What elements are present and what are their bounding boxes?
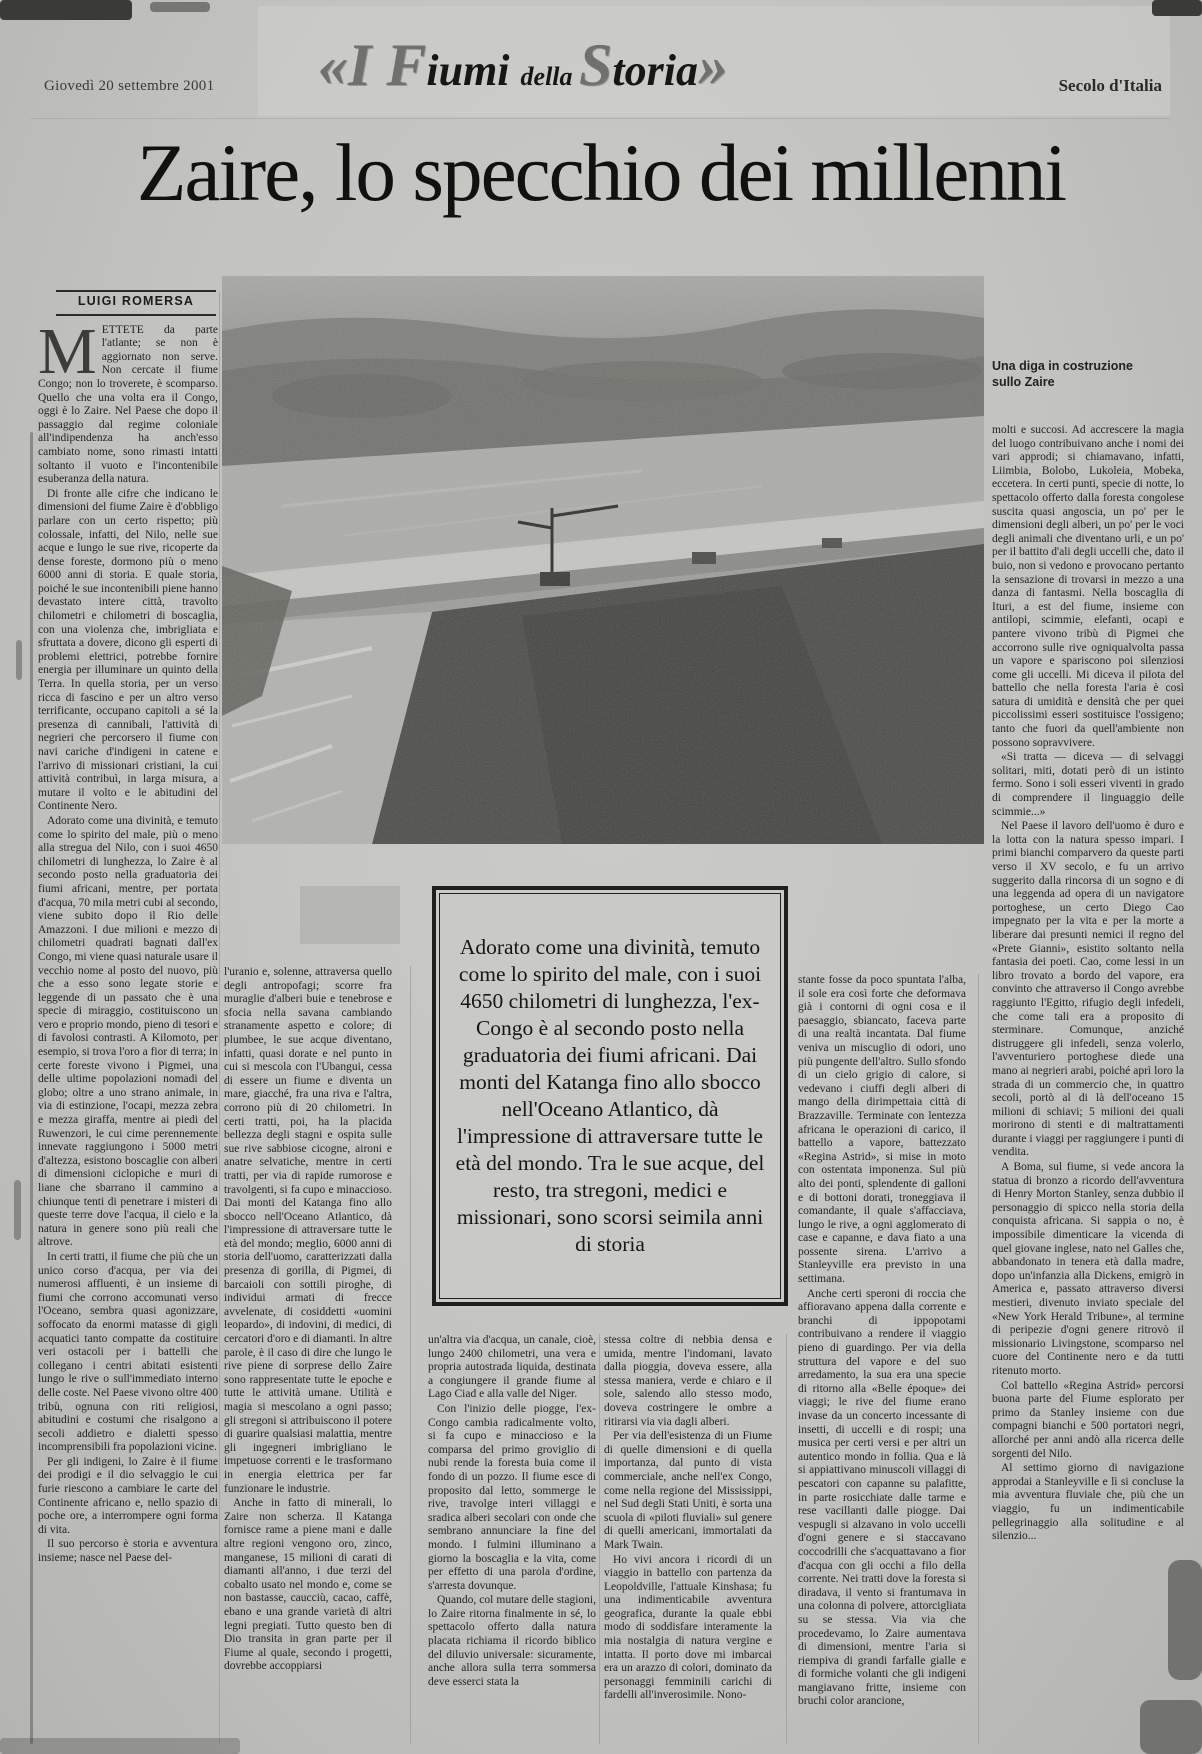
paragraph: l'uranio e, solenne, attraversa quello degli antropofagi; scorre fra muraglie d'alberi buie e tenebrose e sfocia nella savana cambiando stranamente aspetto e colore; di plumbee, le sue acque diventano, infatti, quasi dorate e nel punto in cui si mescola con l'Ubangui, cessa di essere un fiume e diventa un mare, giacché, fra una riva e l'altra, corrono più di 20 chilometri. In certi tratti, poi, ha la placida bellezza degli stagni e ospita sulle sue rive sabbiose cicogne, aironi e anatre selvatiche, mentre in certi tratti, per via di rapide rumorose e travolgenti, si fa cupo e minaccioso. Dai monti del Katanga fino allo sbocco nell'Oceano Atlantico, dà l'impressione di attraversare tutte le età del mondo; meglio, 6000 anni di storia dell'uomo, caratterizzati dalla presenza di gorilla, di Pigmei, di barcaioli con sottili piroghe, di individui armati di frecce avvelenate, di cosiddetti «uomini leopardo», di indovini, di medici, di cercatori d'oro e di diamanti. In altre parole, è il caso di dire che lungo le rive piene di sorprese dello Zaire sono rappresentate tutte le epoche e tutte le attività umane. Utilità e magia si mescolano a ogni passo; gli stregoni si attribuiscono il potere di guarire qualsiasi malattia, mentre gli ingegneri imbrigliano le impetuose correnti e le trasformano in energia elettrica per far funzionare le industrie. (224, 966, 392, 1495)
photo-caption-line2: sullo Zaire (992, 375, 1055, 389)
series-initial-f: F (386, 32, 427, 98)
paragraph: Il suo percorso è storia e avventura insieme; nasce nel Paese del- (38, 1538, 218, 1565)
open-quote-glyph: « (318, 32, 348, 98)
scan-artifact (0, 1738, 240, 1754)
article-headline: Zaire, lo specchio dei millenni (136, 127, 1066, 218)
column-rule (410, 966, 411, 1744)
scan-artifact (300, 886, 400, 944)
series-word-fiumi: iumi (426, 46, 521, 95)
column-rule (219, 292, 220, 1744)
paragraph: molti e succosi. Ad accrescere la magia del luogo contribuivano anche i nomi dei vari approdi; si chiamavano, infatti, Liimbia, Bolobo, Lukoleia, Mobeka, eccetera. In certi punti, specie di notte, lo spettacolo offerto dalla foresta congolese suscita quasi angoscia, un po' per le dimensioni degli alberi, un po' per le voci degli animali che diventano urli, e un po' per il battito d'ali degli uccelli che, dato il buio, non si vedono e provocano pertanto la sensazione di trovarsi in mezzo a una danza di fantasmi. Nella boscaglia di Ituri, a est del fiume, insieme con antilopi, scimmie, elefanti, ocapi e pantere vivono tribù di Pigmei che accorrono sulle rive ogniqualvolta passa un vapore e spariscono poi silenziosi come gli uccelli. Mi diceva il pilota del battello che nella foresta l'aria è così satura di umidità e densità che per quei piccolissimi esseri sostituisce l'ossigeno; tanto che fuori da quell'ambiente non possono sopravvivere. (992, 424, 1184, 749)
text-column-3 (428, 1334, 596, 1746)
paragraph: Quando, col mutare delle stagioni, lo Zaire ritorna finalmente in sé, lo spettacolo offerto dalla natura placata richiama il ricordo biblico del diluvio universale: sicuramente, anche allora sulla terra sommersa deve esserci stata la (428, 1594, 596, 1688)
paragraph: Anche certi speroni di roccia che affioravano appena dalla corrente e branchi di ippopotami contribuivano a rendere il viaggio pieno di guardingo. Per via della struttura del vapore e del suo arredamento, la sua era una specie di ritorno alla «Belle époque» dei viaggi; le rive del fiume erano invase da un concerto incessante di insetti, di uccelli e di rospi; una musica per certi versi e per altri un autentico mondo in follia. Qua e là si appiattivano minuscoli villaggi di pescatori con capanne su palafitte, in parte rosicchiate dalle tarme e rese vacillanti dalle piogge. Dai vespugli si alzavano in volo uccelli d'ogni genere e si staccavano coccodrilli che s'acquattavano a fior d'acqua con gli occhi a filo della corrente. Nei tratti dove la foresta si diradava, il vento si frantumava in una colonna di polvere, attorcigliata su se stessa. Via via che procedevamo, lo Zaire aumentava di dimensioni, mentre l'aria si riempiva di grandi farfalle gialle e di formiche volanti che gli indigeni mangiavano fritte, insieme con bruchi color arancione, (798, 1287, 966, 1708)
column-rule (978, 974, 979, 1744)
scan-artifact (1152, 0, 1202, 16)
paragraph: A Boma, sul fiume, si vede ancora la statua di bronzo a ricordo dell'avventura di Henry Morton Stanley, senza dubbio il personaggio di spicco nella storia della conquista africana. Si sappia o no, è impossibile dimenticare la vicenda di quel giovane inglese, nato nel Galles che, abbandonato in tenera età dalla madre, dopo un'infanzia alla Dickens, emigrò in America e, passato attraverso diversi mestieri, divenuto inviato speciale del «New York Herald Tribune», al termine di peripezie d'ogni genere ritrovò il missionario Livingstone, scomparso nel cuore del Continente nero e da tutti ritenuto morto. (992, 1161, 1184, 1377)
paragraph: Per gli indigeni, lo Zaire è il fiume dei prodigi e il dio selvaggio le cui furie riescono a cambiare le carte del Continente africano e, nello spazio di poche ore, a interrompere ogni forma di vita. (38, 1455, 218, 1536)
series-title (278, 22, 768, 108)
paragraph: Ho vivi ancora i ricordi di un viaggio in battello con partenza da Leopoldville, l'attuale Kinshasa; fu una indimenticabile avventura geografica, durante la quale ebbi modo di soddisfare interamente la mia nostalgia di natura vergine e intatta. Il porto dove mi imbarcai era un arazzo di colori, dominato da personaggi femminili carichi di fardelli all'inverosimile. Nono- (604, 1553, 772, 1702)
scan-artifact (16, 640, 22, 680)
lead-paragraph (38, 314, 218, 487)
paragraph: Anche in fatto di minerali, lo Zaire non scherza. Il Katanga fornisce rame a piene mani e dalle altre regioni vengono oro, zinco, manganese, 15 milioni di carati di diamanti all'anno, i due terzi del cobalto usato nel mondo e, come se non bastasse, caucciù, cacao, caffè, ebano e una grande varietà di altri legni pregiati. Tutto questo ben di Dio transita in gran parte per il Fiume al quale, secondo i progetti, dovrebbe accoppiarsi (224, 1497, 392, 1673)
series-word-della: della (520, 62, 580, 91)
close-quote-glyph: » (698, 32, 728, 98)
scan-artifact (14, 1180, 21, 1240)
paragraph: In certi tratti, il fiume che più che un unico corso d'acqua, per via dei numerosi affluenti, è un insieme di fiumi che corrono accomunati verso l'Oceano, sembra quasi agonizzare, soffocato da enormi matasse di gigli acquatici tanto compatte da costituire veri ostacoli per i battelli che collegano i centri abitati esistenti lungo le rive o sull'immediato interno delle coste. Nel Paese vivono oltre 400 tribù, ognuna con riti religiosi, abitudini e costumi che risalgono a secoli addietro e dialetti spesso incomprensibili fra popolazioni vicine. (38, 1250, 218, 1454)
paragraph: Adorato come una divinità, e temuto come lo spirito del male, più o meno alla stregua del Nilo, con i suoi 4650 chilometri di lunghezza, lo Zaire è al secondo posto nella graduatoria dei fiumi africani, mentre, per portata d'acqua, 70 mila metri cubi al secondo, viene subito dopo il Rio delle Amazzoni. I due milioni e mezzo di chilometri quadrati bagnati dall'ex Congo, mi viene quasi naturale usare il vecchio nome al posto del nuovo, più che a esso sono legate storie e leggende di un passato che è una specie di miraggio, costituiscono un vero e proprio mondo, pieno di tesori e di favolosi contrasti. A Kilomoto, per esempio, si trova l'oro a fior di terra; in certe foreste vivono i Pigmei, una delle ultime popolazioni nomadi del globo; oltre a uno strano animale, in via di estinzione, l'ocapi, mezza zebra e mezza giraffa, mentre ai piedi del Ruwenzori, le cui cime perennemente innevate raggiungono i 5000 metri d'altezza, esistono boscaglie con alberi di dimensioni ciclopiche e muri di liane che sbarrano il cammino a chiunque tenti di penetrare i misteri di queste terre dove l'acqua, il cielo e la natura in genere sono più reali che altrove. (38, 814, 218, 1249)
scan-artifact (1168, 1560, 1202, 1680)
photo-caption (992, 358, 1184, 390)
paragraph: Con l'inizio delle piogge, l'ex-Congo cambia radicalmente volto, si fa cupo e minaccioso e la comparsa del primo groviglio di nubi rende la foresta buia come il fondo di un pozzo. Il fiume esce di proposito dal letto, sommerge le rive, travolge interi villaggi e sradica alberi secolari con onde che sembrano annunciare la fine del mondo. I fulmini illuminano a giorno la boscaglia e la vita, come per effetto di una parola d'ordine, s'arresta dovunque. (428, 1402, 596, 1592)
header-divider (30, 118, 1170, 119)
column-1-paragraphs (38, 488, 218, 1566)
byline-box (56, 290, 216, 316)
text-column-5 (798, 974, 966, 1746)
paragraph: Di fronte alle cifre che indicano le dimensioni del fiume Zaire è d'obbligo parlare con un certo rispetto; più colossale, infatti, del Nilo, nelle sue acque e lungo le sue rive, ricoperte da dense foreste, dormono più o meno 6000 anni di storia. E quale storia, poiché le sue incontenibili piene hanno devastato intere città, travolto chilometri e chilometri di boscaglia, con una violenza che, imbrigliata e sfruttata a dovere, dicono gli esperti di problemi elettrici, potrebbe fornire energia per illuminare un quinto della Terra. In quella storia, per un verso ricca di fascino e per un altro verso terrificante, occupano capitoli a sé la presenza di cannibali, l'attività di negrieri che percorsero il fiume con navi cariche d'indigeni in catene e l'arrivo di missionari cristiani, la cui attività contribuì, in larga misura, a mutare il volto e le abitudini del Continente Nero. (38, 487, 218, 813)
series-initial-s: S (579, 32, 613, 98)
byline: LUIGI ROMERSA (77, 294, 195, 308)
paragraph: un'altra via d'acqua, un canale, cioè, lungo 2400 chilometri, una vera e propria autostrada liquida, destinata a congiungere il grande fiume al Lago Ciad e alla valle del Niger. (428, 1334, 596, 1401)
scan-artifact (30, 432, 33, 1744)
paragraph: stante fosse da poco spuntata l'alba, il sole era così forte che deformava già i contorni di ogni cosa e il paesaggio, sbiancato, faceva parte di una realtà incantata. Dal fiume veniva un miscuglio di odori, uno più pungente dell'altro. Sullo sfondo di un cielo grigio di calore, si vedevano i ciuffi degli alberi di mango della dirimpettaia città di Brazzaville. Terminate con lentezza africana le operazioni di carico, il battello a vapore, battezzato «Regina Astrid», si mise in moto con ostentata imponenza. Sul più alto dei ponti, splendente di galloni e di bottoni dorati, troneggiava il comandante, il quale s'affacciava, lungo le rive, a ogni agglomerato di case e capanne, e dava fiato a una possente sirena. L'arrivo a Stanleyville era previsto in una settimana. (798, 974, 966, 1286)
text-column-4 (604, 1334, 772, 1746)
scan-artifact (0, 0, 132, 20)
pull-quote-text: Adorato come una divinità, temuto come lo spirito del male, con i suoi 4650 chilometri di lunghezza, l'ex-Congo è al secondo posto nella graduatoria dei fiumi africani. Dai monti del Katanga fino allo sbocco nell'Oceano Atlantico, dà l'impressione di attraversare tutte le età del mondo. Tra le sue acque, del resto, tra stregoni, medici e missionari, sono scorsi seimila anni di storia (455, 935, 765, 1256)
drop-cap: M (38, 314, 97, 388)
dam-photo (222, 276, 984, 844)
series-word-storia: toria (612, 46, 698, 95)
dam-photo-image (222, 276, 984, 844)
lead-paragraph-text: ETTETE da parte l'atlante; se non è aggiornato non serve. Non cercate il fiume Congo; non lo troverete, è scomparso. Quello che una volta era il Congo, oggi è lo Zaire. Nel Paese che dopo il passaggio dal regime coloniale all'indipendenza ha anch'esso cambiato nome, sono rimasti intatti soltanto il vuoto e l'incontenibile esuberanza della natura. (38, 323, 218, 486)
column-rule (786, 1334, 787, 1744)
pull-quote-inner-border (439, 893, 781, 1299)
edition-date: Giovedì 20 settembre 2001 (44, 78, 215, 94)
photo-caption-line1: Una diga in costruzione (992, 359, 1133, 373)
paragraph: Nel Paese il lavoro dell'uomo è duro e la lotta con la natura spesso impari. I primi bianchi comparvero da queste parti verso il XV secolo, e fu un arrivo suggerito dalla rincorsa di un sogno e di una leggenda ad opera di un navigatore portoghese, un certo Diego Cao impegnato per la vita e per la morte a liberare dai presunti nemici il regno del «Prete Gianni», esistito soltanto nella fantasia dei poeti. Cao, come lessi in un libro trovato a bordo del vapore, era convinto che attraverso il Congo avrebbe raggiunto l'Egitto, rifugio degli infedeli, che come tali era a proposito di sterminare. Comunque, anziché distruggere gli infedeli, senza volerlo, l'avventuriero portoghese diede una mano ai negrieri arabi, poiché aprì loro la strada di un commercio che, in quattro secoli, portò al di là dell'oceano 15 milioni di schiavi; 5 milioni dei quali morirono di stenti e di maltrattamenti durante i viaggi per raggiungere i punti di vendita. (992, 820, 1184, 1159)
paragraph: stessa coltre di nebbia densa e umida, mentre l'indomani, lavato dalla pioggia, doveva essere, alla stessa maniera, verde e chiaro e il sole, salendo allo stesso modo, doveva costringere le ombre a ritirarsi via via dagli alberi. (604, 1334, 772, 1428)
text-column-2 (224, 966, 392, 1746)
scan-artifact (1140, 1700, 1202, 1754)
text-column-1 (38, 290, 218, 1746)
scan-artifact (150, 2, 210, 12)
paragraph: Al settimo giorno di navigazione approdai a Stanleyville e lì si concluse la mia avventura fluviale che, più che un viaggio, fu un indimenticabile pellegrinaggio alla solitudine e al silenzio... (992, 1462, 1184, 1543)
pull-quote-box (432, 886, 788, 1306)
series-initial-i: I (348, 32, 387, 98)
column-rule (599, 1334, 600, 1744)
paragraph: Col battello «Regina Astrid» percorsi buona parte del Fiume esplorato per primo da Stanley insieme con due compagni bianchi e 500 portatori negri, allorché per anni andò alla ricerca delle sorgenti del Nilo. (992, 1379, 1184, 1460)
paragraph: Per via dell'esistenza di un Fiume di quelle dimensioni e di quella importanza, dal punto di vista commerciale, anche nell'ex Congo, come nella regione del Mississippi, nel Sud degli Stati Uniti, è sorta una scuola di «piloti fluviali» sul genere di quelli americani, immortalati da Mark Twain. (604, 1430, 772, 1551)
text-column-6 (992, 424, 1184, 1746)
paragraph: «Si tratta — diceva — di selvaggi solitari, miti, dotati però di un istinto fermo. Sono i soli esseri viventi in grado di comprendere il linguaggio delle scimmie...» (992, 751, 1184, 818)
newspaper-name: Secolo d'Italia (1058, 76, 1162, 95)
